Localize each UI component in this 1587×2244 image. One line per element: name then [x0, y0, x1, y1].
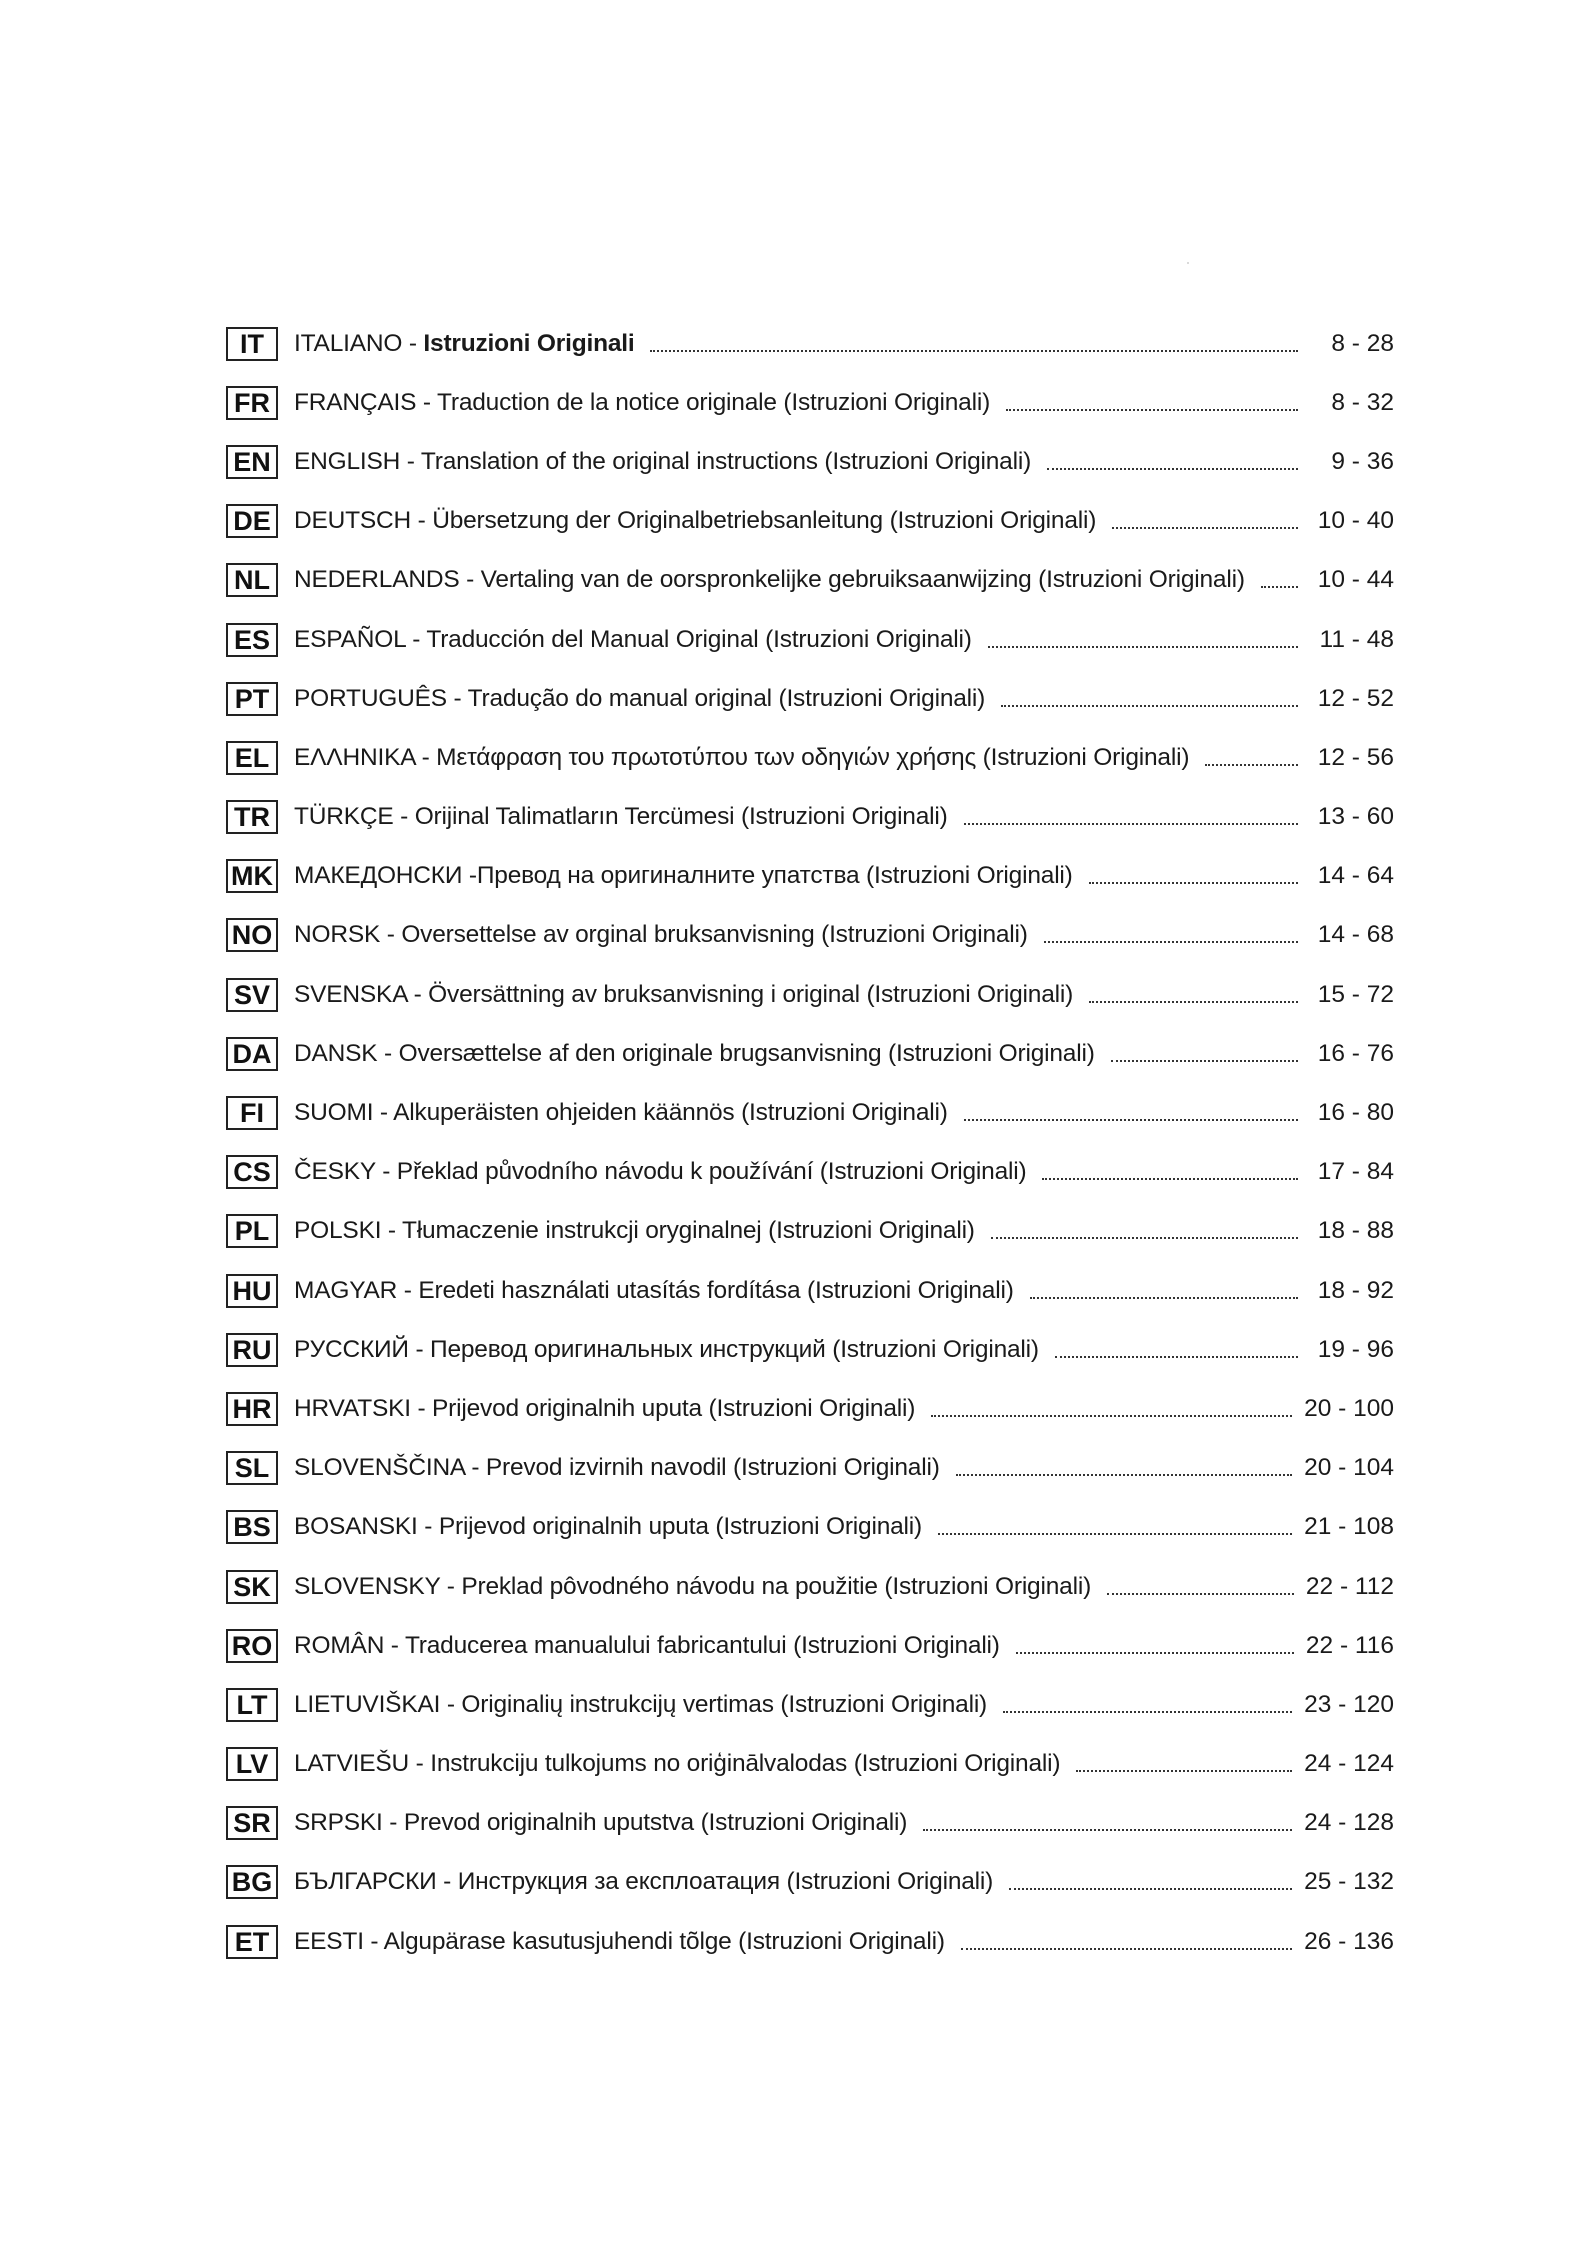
instructions-description: Eredeti használati utasítás fordítása (Istruzioni Originali) [418, 1276, 1014, 1304]
language-code-badge: SL [226, 1451, 278, 1485]
dot-leader [1044, 941, 1298, 943]
page-range: 24 - 124 [1304, 1750, 1394, 1778]
instructions-description: Tradução do manual original (Istruzioni Originali) [467, 684, 986, 712]
language-code-badge: SV [226, 978, 278, 1012]
language-name: POLSKI - [294, 1217, 403, 1245]
toc-entry-title [294, 1099, 948, 1127]
language-name: SUOMI - [294, 1099, 394, 1127]
dot-leader [931, 1415, 1292, 1417]
table-of-contents [226, 314, 1394, 1971]
toc-entry-hu[interactable] [226, 1261, 1394, 1320]
toc-entry-pl[interactable] [226, 1202, 1394, 1261]
page-range: 11 - 48 [1319, 625, 1394, 653]
dot-leader [1107, 1593, 1294, 1595]
language-code-badge: ES [226, 623, 278, 657]
language-name: NORSK - [294, 921, 402, 949]
language-name: ESPAÑOL - [294, 625, 427, 653]
dot-leader [1006, 409, 1298, 411]
language-name: ČESKY - [294, 1158, 397, 1186]
language-name: LATVIEŠU - [294, 1750, 431, 1778]
toc-entry-title [294, 744, 1189, 772]
dot-leader [1261, 586, 1298, 588]
dot-leader [1111, 1060, 1298, 1062]
toc-entry-title [294, 1691, 987, 1719]
toc-entry-nl[interactable] [226, 551, 1394, 610]
toc-entry-title [294, 1336, 1039, 1364]
instructions-description: Instrukciju tulkojums no oriģinālvalodas (Istruzioni Originali) [430, 1750, 1061, 1778]
instructions-description: Tłumaczenie instrukcji oryginalnej (Istruzioni Originali) [402, 1217, 975, 1245]
page-range: 14 - 68 [1317, 921, 1394, 949]
dot-leader [923, 1829, 1292, 1831]
instructions-description: Alkuperäisten ohjeiden käännös (Istruzioni Originali) [393, 1099, 948, 1127]
language-code-badge: NL [226, 563, 278, 597]
toc-entry-lt[interactable] [226, 1675, 1394, 1734]
language-name: NEDERLANDS - [294, 566, 481, 594]
language-name: TÜRKÇE - [294, 803, 415, 831]
language-name: БЪЛГАРСКИ - [294, 1868, 458, 1896]
toc-entry-title [294, 1928, 945, 1956]
language-name: ENGLISH - [294, 447, 421, 475]
language-name: EESTI - [294, 1927, 384, 1955]
page-range: 16 - 76 [1317, 1039, 1394, 1067]
dot-leader [1112, 527, 1298, 529]
toc-entry-lv[interactable] [226, 1735, 1394, 1794]
instructions-description: Traducción del Manual Original (Istruzioni Originali) [426, 625, 972, 653]
instructions-description: Vertaling van de oorspronkelijke gebruiksaanwijzing (Istruzioni Originali) [480, 566, 1245, 594]
toc-entry-hr[interactable] [226, 1379, 1394, 1438]
dot-leader [650, 350, 1298, 352]
language-code-badge: NO [226, 918, 278, 952]
language-code-badge: IT [226, 327, 278, 361]
toc-entry-title [294, 921, 1028, 949]
page-range: 19 - 96 [1317, 1335, 1394, 1363]
page-range: 12 - 56 [1317, 743, 1394, 771]
page-range: 15 - 72 [1317, 980, 1394, 1008]
toc-entry-de[interactable] [226, 492, 1394, 551]
toc-entry-cs[interactable] [226, 1143, 1394, 1202]
language-code-badge: FR [226, 386, 278, 420]
dot-leader [1042, 1178, 1298, 1180]
dot-leader [961, 1948, 1292, 1950]
language-code-badge: SK [226, 1570, 278, 1604]
dot-leader [1016, 1652, 1294, 1654]
toc-entry-mk[interactable] [226, 847, 1394, 906]
toc-entry-title [294, 685, 985, 713]
toc-entry-title [294, 1513, 922, 1541]
page-range: 17 - 84 [1317, 1158, 1394, 1186]
toc-entry-es[interactable] [226, 610, 1394, 669]
language-code-badge: EN [226, 445, 278, 479]
page-range: 25 - 132 [1304, 1868, 1394, 1896]
instructions-description: Traducerea manualului fabricantului (Istruzioni Originali) [404, 1631, 1000, 1659]
toc-entry-pt[interactable] [226, 669, 1394, 728]
instructions-description: Μετάφραση του πρωτοτύπου των οδηγιών χρήσης (Istruzioni Originali) [436, 743, 1190, 771]
toc-entry-title [294, 330, 634, 358]
toc-entry-bg[interactable] [226, 1853, 1394, 1912]
toc-entry-title [294, 862, 1073, 890]
toc-entry-title [294, 1158, 1026, 1186]
instructions-description: Překlad původního návodu k používání (Istruzioni Originali) [396, 1158, 1027, 1186]
dot-leader [991, 1237, 1298, 1239]
language-code-badge: LV [226, 1747, 278, 1781]
language-name: ΕΛΛΗΝΙΚΑ - [294, 743, 437, 771]
language-name: LIETUVIŠKAI - [294, 1690, 462, 1718]
instructions-description: Originalių instrukcijų vertimas (Istruzioni Originali) [461, 1690, 988, 1718]
toc-entry-en[interactable] [226, 432, 1394, 491]
page-range: 16 - 80 [1317, 1099, 1394, 1127]
language-code-badge: FI [226, 1096, 278, 1130]
language-name: MAGYAR - [294, 1276, 419, 1304]
language-name: SLOVENŠČINA - [294, 1454, 486, 1482]
language-name: РУССКИЙ - [294, 1335, 431, 1363]
toc-entry-fr[interactable] [226, 373, 1394, 432]
language-code-badge: HR [226, 1392, 278, 1426]
dot-leader [1055, 1356, 1298, 1358]
toc-entry-title [294, 803, 948, 831]
toc-entry-title [294, 981, 1073, 1009]
page-range: 23 - 120 [1304, 1690, 1394, 1718]
toc-entry-title [294, 1632, 1000, 1660]
toc-entry-title [294, 1395, 915, 1423]
instructions-description: Übersetzung der Originalbetriebsanleitung (Istruzioni Originali) [432, 507, 1097, 535]
language-code-badge: CS [226, 1155, 278, 1189]
instructions-description: Istruzioni Originali [423, 329, 635, 357]
page-range: 8 - 28 [1331, 329, 1394, 357]
toc-entry-title [294, 1217, 975, 1245]
toc-entry-title [294, 1040, 1095, 1068]
instructions-description: Prijevod originalnih uputa (Istruzioni Originali) [438, 1513, 922, 1541]
language-code-badge: LT [226, 1688, 278, 1722]
dot-leader [1009, 1888, 1292, 1890]
instructions-description: Prevod izvirnih navodil (Istruzioni Originali) [485, 1454, 940, 1482]
language-code-badge: RU [226, 1333, 278, 1367]
toc-entry-title [294, 566, 1245, 594]
toc-entry-tr[interactable] [226, 788, 1394, 847]
language-code-badge: PL [226, 1214, 278, 1248]
page-range: 10 - 40 [1317, 507, 1394, 535]
dot-leader [1089, 1001, 1298, 1003]
dot-leader [1003, 1711, 1292, 1713]
language-code-badge: PT [226, 682, 278, 716]
toc-entry-title [294, 626, 972, 654]
language-name: PORTUGUÊS - [294, 684, 468, 712]
language-name: SLOVENSKY - [294, 1572, 462, 1600]
toc-entry-title [294, 448, 1031, 476]
instructions-description: Prijevod originalnih uputa (Istruzioni Originali) [432, 1394, 916, 1422]
toc-entry-title [294, 1868, 993, 1896]
instructions-description: Algupärase kasutusjuhendi tõlge (Istruzioni Originali) [383, 1927, 945, 1955]
toc-entry-fi[interactable] [226, 1083, 1394, 1142]
dot-leader [1076, 1770, 1292, 1772]
toc-entry-no[interactable] [226, 906, 1394, 965]
page-range: 8 - 32 [1331, 388, 1394, 416]
toc-entry-ru[interactable] [226, 1320, 1394, 1379]
language-code-badge: HU [226, 1274, 278, 1308]
language-name: SRPSKI - [294, 1809, 404, 1837]
instructions-description: Превод на оригиналните упатства (Istruzioni Originali) [476, 862, 1073, 890]
toc-entry-sr[interactable] [226, 1794, 1394, 1853]
dot-leader [1001, 705, 1298, 707]
toc-entry-da[interactable] [226, 1024, 1394, 1083]
page-range: 18 - 92 [1317, 1276, 1394, 1304]
toc-entry-title [294, 1573, 1091, 1601]
language-name: DEUTSCH - [294, 507, 433, 535]
language-name: BOSANSKI - [294, 1513, 439, 1541]
language-code-badge: RO [226, 1629, 278, 1663]
instructions-description: Översättning av bruksanvisning i original (Istruzioni Originali) [428, 980, 1074, 1008]
dot-leader [1030, 1297, 1298, 1299]
instructions-description: Preklad pôvodného návodu na použitie (Istruzioni Originali) [461, 1572, 1092, 1600]
language-code-badge: BS [226, 1510, 278, 1544]
page-range: 20 - 100 [1304, 1394, 1394, 1422]
language-code-badge: MK [226, 859, 278, 893]
toc-entry-title [294, 1809, 907, 1837]
language-code-badge: DE [226, 504, 278, 538]
dot-leader [956, 1474, 1292, 1476]
instructions-description: Orijinal Talimatların Tercümesi (Istruzioni Originali) [414, 803, 948, 831]
page-range: 9 - 36 [1331, 447, 1394, 475]
toc-entry-sl[interactable] [226, 1439, 1394, 1498]
page-range: 10 - 44 [1317, 566, 1394, 594]
instructions-description: Перевод оригинальных инструкций (Istruzioni Originali) [430, 1335, 1039, 1363]
language-name: DANSK - [294, 1039, 399, 1067]
toc-entry-title [294, 1277, 1014, 1305]
language-code-badge: ET [226, 1925, 278, 1959]
toc-entry-bs[interactable] [226, 1498, 1394, 1557]
language-code-badge: BG [226, 1865, 278, 1899]
dot-leader [1047, 468, 1298, 470]
toc-entry-sv[interactable] [226, 965, 1394, 1024]
language-code-badge: TR [226, 800, 278, 834]
toc-entry-title [294, 1454, 940, 1482]
language-name: FRANÇAIS - [294, 388, 438, 416]
dot-leader [988, 646, 1298, 648]
instructions-description: Prevod originalnih uputstva (Istruzioni Originali) [403, 1809, 908, 1837]
page-range: 18 - 88 [1317, 1217, 1394, 1245]
scan-speck [1187, 262, 1189, 264]
page-range: 14 - 64 [1317, 862, 1394, 890]
page-range: 13 - 60 [1317, 803, 1394, 831]
language-code-badge: EL [226, 741, 278, 775]
instructions-description: Oversættelse af den originale brugsanvisning (Istruzioni Originali) [398, 1039, 1095, 1067]
instructions-description: Инструкция за експлоатация (Istruzioni Originali) [457, 1868, 994, 1896]
page-range: 12 - 52 [1317, 684, 1394, 712]
dot-leader [938, 1533, 1292, 1535]
language-name: ITALIANO - [294, 329, 424, 357]
dot-leader [964, 823, 1298, 825]
toc-entry-title [294, 507, 1096, 535]
page-range: 22 - 116 [1305, 1631, 1394, 1659]
page-range: 24 - 128 [1304, 1809, 1394, 1837]
language-name: ROMÂN - [294, 1631, 405, 1659]
toc-entry-el[interactable] [226, 728, 1394, 787]
toc-entry-ro[interactable] [226, 1616, 1394, 1675]
toc-entry-it[interactable] [226, 314, 1394, 373]
instructions-description: Oversettelse av orginal bruksanvisning (Istruzioni Originali) [401, 921, 1028, 949]
dot-leader [1089, 882, 1298, 884]
instructions-description: Traduction de la notice originale (Istruzioni Originali) [437, 388, 991, 416]
toc-entry-title [294, 389, 990, 417]
toc-entry-sk[interactable] [226, 1557, 1394, 1616]
language-code-badge: SR [226, 1806, 278, 1840]
language-name: МАКЕДОНСКИ - [294, 862, 477, 890]
toc-entry-et[interactable] [226, 1912, 1394, 1971]
dot-leader [1205, 764, 1298, 766]
page-range: 20 - 104 [1304, 1454, 1394, 1482]
page-range: 22 - 112 [1305, 1572, 1394, 1600]
language-name: SVENSKA - [294, 980, 429, 1008]
page-range: 21 - 108 [1304, 1513, 1394, 1541]
instructions-description: Translation of the original instructions (Istruzioni Originali) [420, 447, 1032, 475]
language-name: HRVATSKI - [294, 1394, 433, 1422]
dot-leader [964, 1119, 1298, 1121]
language-code-badge: DA [226, 1037, 278, 1071]
toc-entry-title [294, 1750, 1060, 1778]
page-range: 26 - 136 [1304, 1927, 1394, 1955]
